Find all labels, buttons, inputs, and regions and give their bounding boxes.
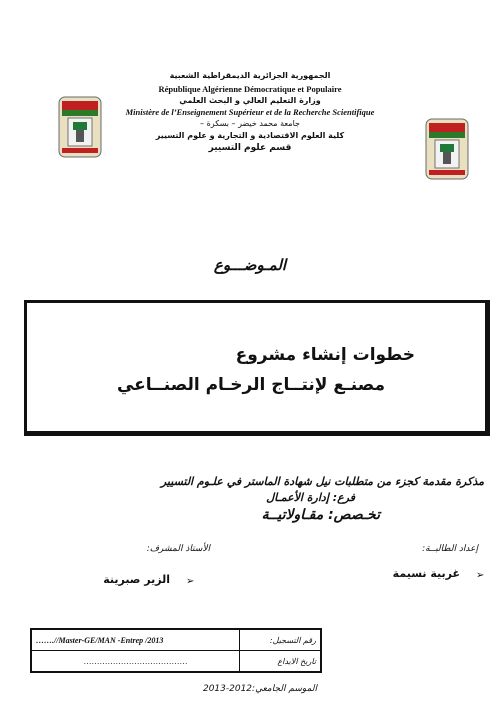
university-arabic: جامعة محمد خيضر – بسكرة – xyxy=(200,119,300,128)
registration-number-label: رقم التسجيل: xyxy=(240,629,322,651)
topic-heading: المـوضـــوع xyxy=(213,256,287,274)
thesis-title-box xyxy=(24,300,490,436)
university-emblem-icon xyxy=(58,96,102,158)
faculty-arabic: كلية العلوم الاقتصادية و التجارية و علوم التسيير xyxy=(155,131,345,140)
academic-year: الموسم الجامعي:2012-2013 xyxy=(202,684,318,694)
registration-number-cell xyxy=(31,629,240,651)
registration-date-cell xyxy=(31,651,240,673)
university-emblem-icon xyxy=(425,118,469,180)
student-name: غربية نسيمة xyxy=(392,567,460,580)
republic-french: République Algérienne Démocratique et Populaire xyxy=(158,84,342,94)
registration-number-value: /Master-GE/MAN -Entrep /2013 xyxy=(56,635,164,645)
supervisor-label: الأستاذ المشرف: xyxy=(146,544,210,554)
memo-purpose: مذكرة مقدمة كجزء من متطلبات نيل شهادة الماستر في علـوم التسيير xyxy=(160,475,484,488)
republic-arabic: الجمهورية الجزائرية الديمقراطية الشعبية xyxy=(169,71,331,80)
memo-specialty: تخـصص: مقـاولاتيــة xyxy=(261,507,380,523)
ministry-arabic: وزارة التعليم العالي و البحث العلمي xyxy=(179,96,321,105)
registration-table xyxy=(30,628,322,673)
bullet-arrow-icon: ➢ xyxy=(476,570,485,581)
student-label: إعداد الطالبــة: xyxy=(422,544,478,554)
thesis-title-line2: مصنـع لإنتــاج الرخـام الصنــاعي xyxy=(116,375,385,395)
registration-date-value: ………………………………… xyxy=(83,656,188,666)
memo-branch: فرع: إدارة الأعمـال xyxy=(266,491,355,504)
university-logo-right xyxy=(425,118,469,180)
registration-number-prefix: ……./ xyxy=(36,635,57,645)
registration-number-row xyxy=(31,629,321,651)
thesis-title-line1: خطوات إنشاء مشروع xyxy=(235,345,415,365)
university-logo-left xyxy=(58,96,102,158)
department-arabic: قسم علوم التسيير xyxy=(208,143,292,153)
supervisor-name: الزير صبرينة xyxy=(103,573,170,586)
registration-date-label: تاريخ الايداع xyxy=(240,651,322,673)
ministry-french: Ministère de l’Enseignement Supérieur et de la Recherche Scientifique xyxy=(125,107,375,117)
bullet-arrow-icon: ➢ xyxy=(186,576,195,587)
registration-date-row xyxy=(31,651,321,673)
